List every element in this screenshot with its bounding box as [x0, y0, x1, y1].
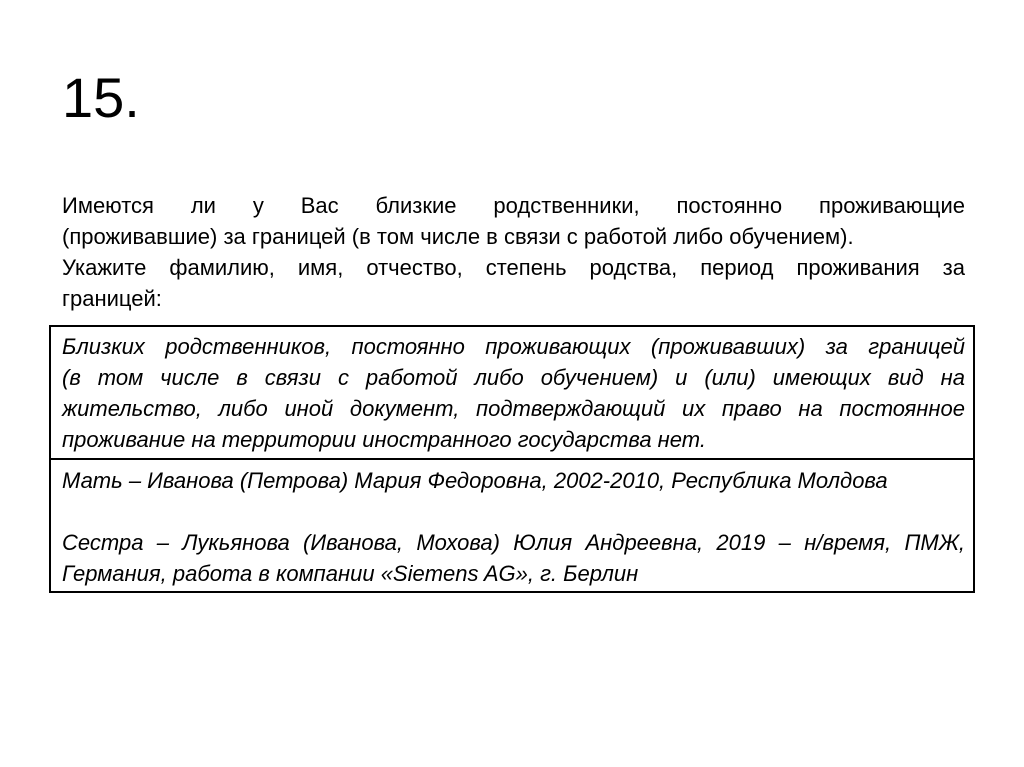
- instruction-line: Укажите фамилию, имя, отчество, степень родства, период проживания за: [62, 255, 965, 280]
- relative-line: Сестра – Лукьянова (Иванова, Мохова) Юлия Андреевна, 2019 – н/время, ПМЖ,: [62, 530, 965, 555]
- relative-entry-sister: [62, 527, 965, 589]
- question-line: (проживавшие) за границей (в том числе в связи с работой либо обучением).: [62, 224, 854, 249]
- statement-line: Близких родственников, постоянно проживающих (проживавших) за границей: [62, 334, 965, 359]
- answer-table: [49, 325, 975, 593]
- slide-number: 15.: [62, 66, 140, 129]
- relatives-list-cell: [51, 460, 973, 591]
- statement-line: (в том числе в связи с работой либо обучением) и (или) имеющих вид на: [62, 365, 965, 390]
- blank-line: [62, 496, 965, 527]
- question-paragraph: [62, 190, 965, 252]
- relative-line: Германия, работа в компании «Siemens AG», г. Берлин: [62, 561, 639, 586]
- instruction-line: границей:: [62, 286, 162, 311]
- relative-line: Мать – Иванова (Петрова) Мария Федоровна, 2002-2010, Республика Молдова: [62, 468, 888, 493]
- no-relatives-statement-cell: [51, 327, 973, 460]
- relative-entry-mother: [62, 465, 965, 496]
- statement-line: жительство, либо иной документ, подтверждающий их право на постоянное: [62, 396, 965, 421]
- question-line: Имеются ли у Вас близкие родственники, постоянно проживающие: [62, 193, 965, 218]
- statement-line: проживание на территории иностранного государства нет.: [62, 427, 706, 452]
- instruction-paragraph: [62, 252, 965, 314]
